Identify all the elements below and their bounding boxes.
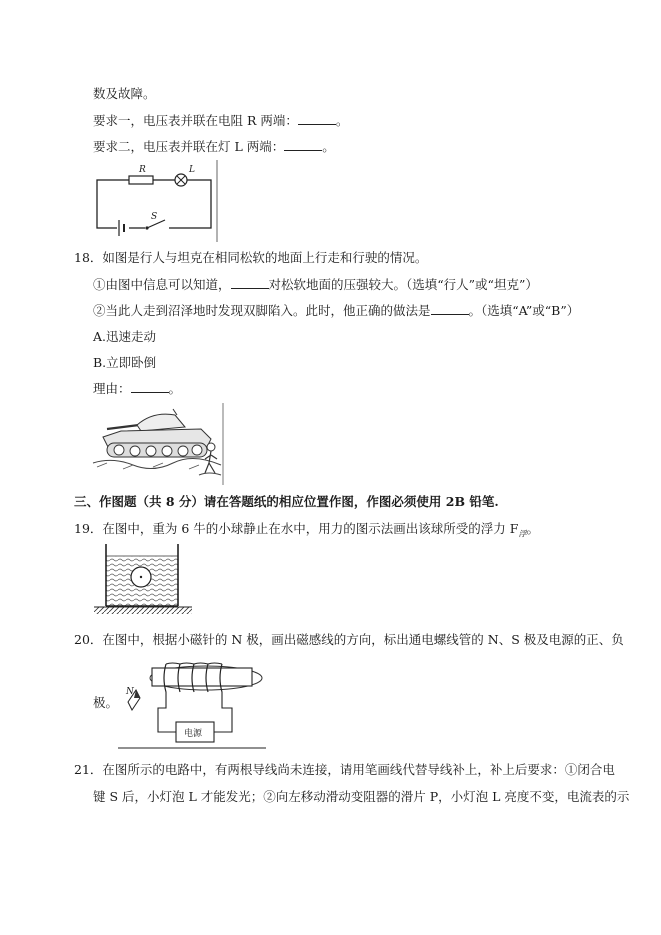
- resistor-label: R: [139, 165, 146, 175]
- punct: 。: [526, 521, 539, 536]
- answer-blank: [284, 139, 322, 151]
- q18-part2-text-end: 。（选填“A”或“B”）: [468, 303, 580, 318]
- answer-blank: [298, 113, 336, 125]
- requirement-two: [93, 139, 335, 155]
- q18-part2-text: ②当此人走到沼泽地时发现双脚陷入。此时，他正确的做法是: [93, 303, 431, 318]
- q19-subscript: 浮: [518, 529, 527, 539]
- answer-blank: [231, 277, 269, 289]
- circuit-diagram: [93, 160, 219, 242]
- switch-label: S: [151, 212, 158, 222]
- needle-n-label: N: [126, 687, 134, 697]
- answer-blank: [131, 381, 169, 393]
- ground-hatching: [94, 607, 192, 614]
- requirement-one: [93, 113, 348, 129]
- question-21-continuation: 键 S 后，小灯泡 L 才能发光；②向左移动滑动变阻器的滑片 P，小灯泡 L 亮度不变，电流表的示: [93, 789, 630, 804]
- question-20: 20．在图中，根据小磁针的 N 极，画出磁感线的方向，标出通电螺线管的 N、S 极及电源的正、负: [74, 632, 624, 647]
- tank-and-pedestrian-image: [93, 403, 225, 485]
- punct: 。: [168, 381, 182, 396]
- question-18-part-1: [93, 277, 538, 293]
- power-source-label: 电源: [184, 729, 203, 739]
- beaker-with-ball-diagram: [94, 542, 194, 618]
- question-20-continuation: 极。: [93, 695, 119, 710]
- line-continuation: 数及故障。: [93, 86, 156, 101]
- option-b: B.立即卧倒: [93, 355, 157, 370]
- punct: 。: [322, 139, 335, 154]
- question-19: [74, 521, 539, 543]
- requirement-one-text: 要求一，电压表并联在电阻 R 两端：: [93, 113, 298, 128]
- question-21: 21．在图所示的电路中，有两根导线尚未连接，请用笔画线代替导线补上，补上后要求：①闭合电: [74, 762, 615, 777]
- punct: 。: [335, 113, 349, 128]
- solenoid-diagram: [118, 660, 266, 750]
- question-18-part-2: [93, 303, 579, 319]
- section-three-heading: 三、作图题（共 8 分）请在答题纸的相应位置作图，作图必须使用 2B 铅笔.: [74, 494, 499, 509]
- question-18: 18．如图是行人与坦克在相同松软的地面上行走和行驶的情况。: [74, 250, 428, 265]
- lamp-label: L: [189, 165, 195, 175]
- option-a: A.迅速走动: [93, 329, 157, 344]
- q19-text: 19．在图中，重为 6 牛的小球静止在水中，用力的图示法画出该球所受的浮力 F: [74, 521, 519, 536]
- reason-label: 理由：: [93, 381, 131, 396]
- q18-part1-text-end: 对松软地面的压强较大。（选填“行人”或“坦克”）: [268, 277, 538, 292]
- q18-part1-text: ①由图中信息可以知道，: [93, 277, 231, 292]
- requirement-two-text: 要求二，电压表并联在灯 L 两端：: [93, 139, 285, 154]
- reason-line: [93, 381, 181, 397]
- answer-blank: [431, 303, 469, 315]
- resistor-icon: [129, 176, 153, 184]
- solenoid-core: [152, 668, 252, 686]
